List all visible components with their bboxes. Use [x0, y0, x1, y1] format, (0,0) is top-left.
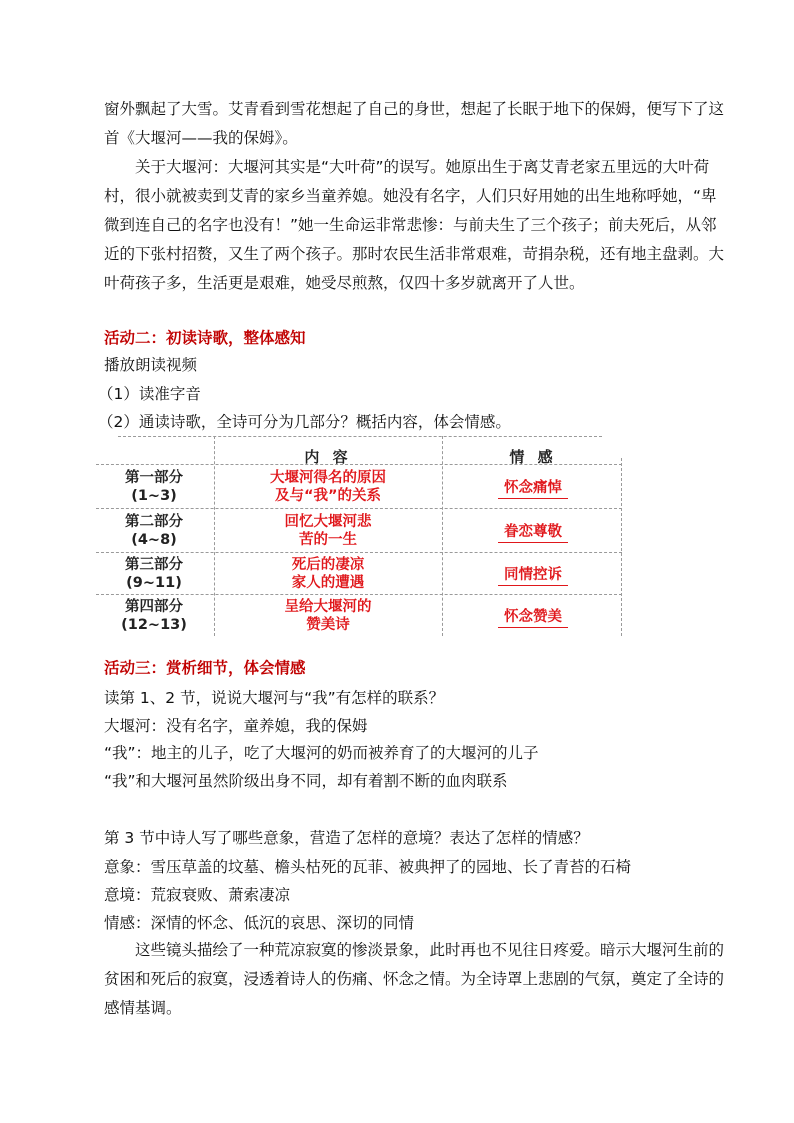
content-line: 及与“我”的关系	[274, 488, 382, 504]
content-cell	[216, 467, 440, 507]
emotion-cell	[444, 554, 622, 594]
part-range: (1~3)	[131, 488, 177, 504]
table-header-content: 内 容	[304, 447, 352, 466]
part-label: 第二部分	[125, 514, 183, 530]
table-top-border	[118, 436, 602, 437]
table-divider	[96, 594, 622, 595]
emotion-cell	[444, 511, 622, 551]
table-divider	[96, 552, 622, 553]
emotion-cell	[444, 596, 622, 636]
content-line: 回忆大堰河悲	[284, 514, 372, 530]
activity2-item2: （2）通读诗歌，全诗可分为几部分？概括内容，体会情感。	[98, 413, 511, 431]
answer-line-2: “我”：地主的儿子，吃了大堰河的奶而被养育了的大堰河的儿子	[104, 744, 539, 762]
mood-line: 意境：荒寂衰败、萧索凄凉	[104, 886, 291, 904]
analysis-table	[96, 436, 622, 636]
part-label: 第四部分	[125, 599, 183, 615]
part-cell	[96, 596, 212, 636]
part-label: 第一部分	[125, 470, 183, 486]
content-cell	[216, 554, 440, 594]
emotion-label: 同情控诉	[498, 563, 568, 586]
imagery-line: 意象：雪压草盖的坟墓、檐头枯死的瓦菲、被典押了的园地、长了青苔的石椅	[104, 858, 632, 876]
content-line: 苦的一生	[299, 532, 357, 548]
content-cell	[216, 511, 440, 551]
emotion-label: 眷恋尊敬	[498, 520, 568, 543]
content-line: 家人的遭遇	[291, 575, 365, 591]
part-cell	[96, 511, 212, 551]
table-divider	[96, 508, 622, 509]
question-2: 第 3 节中诗人写了哪些意象，营造了怎样的意境？表达了怎样的情感？	[104, 829, 589, 847]
part-cell	[96, 554, 212, 594]
activity2-line1: 播放朗读视频	[104, 356, 198, 374]
activity2-heading: 活动二：初读诗歌，整体感知	[104, 329, 306, 347]
part-range: (9~11)	[126, 575, 182, 591]
question-1: 读第 1、2 节，说说大堰河与“我”有怎样的联系？	[104, 689, 445, 707]
emotion-label: 怀念痛悼	[498, 476, 568, 499]
content-line: 死后的凄凉	[291, 557, 365, 573]
table-row	[96, 511, 622, 551]
answer-line-3: “我”和大堰河虽然阶级出身不同，却有着割不断的血肉联系	[104, 772, 508, 790]
part-range: (12~13)	[121, 617, 187, 633]
closing-paragraph: 这些镜头描绘了一种荒凉寂寞的惨淡景象，此时再也不见往日疼爱。暗示大堰河生前的贫困和死后的寂寞，浸透着诗人的伤痛、怀念之情。为全诗罩上悲剧的气氛，奠定了全诗的感情基调。	[104, 941, 725, 1017]
activity2-item1: （1）读准字音	[98, 385, 201, 403]
about-paragraph: 关于大堰河：大堰河其实是“大叶荷”的误写。她原出生于离艾青老家五里远的大叶荷村，很小就被卖到艾青的家乡当童养媳。她没有名字，人们只好用她的出生地称呼她，“卑微到连自己的名字也没有！”她一生命运非常悲惨：与前夫生了三个孩子；前夫死后，从邻近的下张村招赘，又生了两个孩子。那时农民生活非常艰难，苛捐杂税，还有地主盘剥。大叶荷孩子多，生活更是艰难，她受尽煎熬，仅四十多岁就离开了人世。	[104, 158, 725, 292]
emotion-line: 情感：深情的怀念、低沉的哀思、深切的同情	[104, 914, 415, 932]
intro-paragraph: 窗外飘起了大雪。艾青看到雪花想起了自己的身世，想起了长眠于地下的保姆，便写下了这首《大堰河——我的保姆》。	[104, 100, 725, 147]
content-line: 赞美诗	[306, 617, 350, 633]
part-label: 第三部分	[125, 557, 183, 573]
table-row	[96, 596, 622, 636]
part-cell	[96, 467, 212, 507]
table-divider	[96, 464, 622, 465]
table-row	[96, 554, 622, 594]
content-line: 呈给大堰河的	[284, 599, 372, 615]
part-range: (4~8)	[131, 532, 177, 548]
table-row	[96, 467, 622, 507]
table-header-emotion: 情 感	[509, 447, 557, 466]
emotion-cell	[444, 467, 622, 507]
content-cell	[216, 596, 440, 636]
emotion-label: 怀念赞美	[498, 605, 568, 628]
answer-line-1: 大堰河：没有名字，童养媳，我的保姆	[104, 717, 368, 735]
activity3-heading: 活动三：赏析细节，体会情感	[104, 659, 306, 677]
content-line: 大堰河得名的原因	[270, 470, 386, 486]
